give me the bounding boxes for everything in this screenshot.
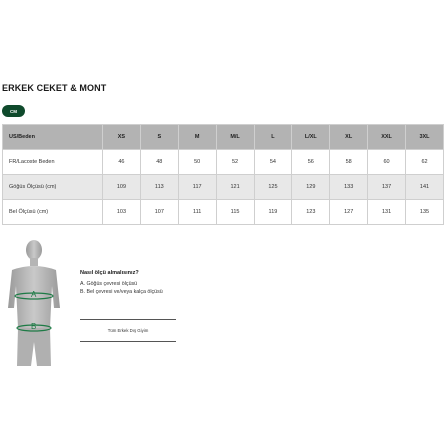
table-cell: 111 (178, 200, 216, 225)
table-cell: 115 (216, 200, 254, 225)
body-measurement-figure (4, 238, 64, 373)
table-cell: 133 (330, 175, 368, 200)
table-cell: 123 (292, 200, 330, 225)
column-header: XL (330, 125, 368, 150)
table-cell: 56 (292, 150, 330, 175)
table-row (3, 175, 444, 200)
column-header: 3XL (406, 125, 444, 150)
column-header: XS (103, 125, 141, 150)
table-cell: 50 (178, 150, 216, 175)
table-header-row (3, 125, 444, 150)
marker-a-label: A (31, 290, 37, 299)
table-cell: 60 (368, 150, 406, 175)
table-cell: 119 (254, 200, 292, 225)
row-label: Bel Ölçüsü (cm) (3, 200, 103, 225)
table-cell: 62 (406, 150, 444, 175)
table-cell: 48 (140, 150, 178, 175)
measurement-instructions (80, 270, 163, 296)
instructions-title: Nasıl ölçü almalısınız? (80, 270, 139, 276)
column-header: US/Beden (3, 125, 103, 150)
column-header: M (178, 125, 216, 150)
column-header: L (254, 125, 292, 150)
instruction-a: A. Göğüs çevresi ölçüsü (80, 281, 138, 287)
page-title: ERKEK CEKET & MONT (2, 83, 107, 93)
table-cell: 109 (103, 175, 141, 200)
size-table (2, 124, 444, 225)
instruction-b: B. Bel çevresi ve/veya kalça ölçüsü (80, 289, 163, 295)
column-header: M/L (216, 125, 254, 150)
table-cell: 52 (216, 150, 254, 175)
table-cell: 46 (103, 150, 141, 175)
table-cell: 137 (368, 175, 406, 200)
table-cell: 125 (254, 175, 292, 200)
table-row (3, 200, 444, 225)
table-cell: 135 (406, 200, 444, 225)
table-row (3, 150, 444, 175)
table-cell: 54 (254, 150, 292, 175)
row-label: Göğüs Ölçüsü (cm) (3, 175, 103, 200)
column-header: S (140, 125, 178, 150)
marker-b-label: B (31, 322, 37, 331)
table-cell: 131 (368, 200, 406, 225)
table-cell: 127 (330, 200, 368, 225)
column-header: XXL (368, 125, 406, 150)
column-header: L/XL (292, 125, 330, 150)
table-cell: 121 (216, 175, 254, 200)
table-cell: 141 (406, 175, 444, 200)
all-mens-outerwear-link[interactable]: Tüm Erkek Dış Giyim (80, 319, 176, 342)
table-cell: 107 (140, 200, 178, 225)
table-cell: 129 (292, 175, 330, 200)
table-cell: 117 (178, 175, 216, 200)
table-cell: 103 (103, 200, 141, 225)
table-cell: 58 (330, 150, 368, 175)
unit-toggle-cm[interactable]: CM (2, 105, 25, 117)
row-label: FR/Lacoste Beden (3, 150, 103, 175)
torso-silhouette-icon (8, 240, 60, 366)
table-cell: 113 (140, 175, 178, 200)
